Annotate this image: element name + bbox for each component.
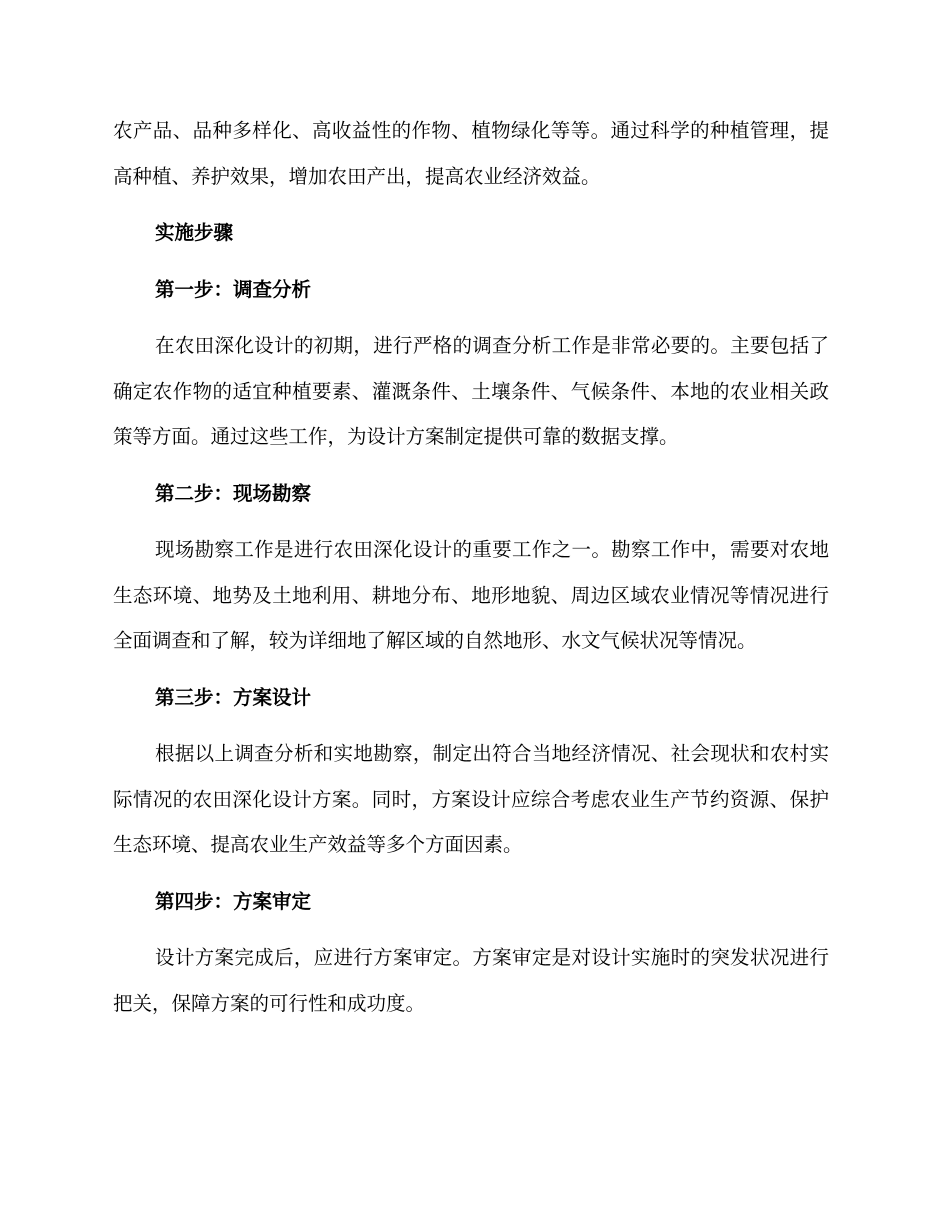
step-4-heading: 第四步：方案审定 bbox=[155, 889, 312, 913]
step-1-heading: 第一步：调查分析 bbox=[155, 277, 312, 301]
step-1-paragraph: 在农田深化设计的初期，进行严格的调查分析工作是非常必要的。主要包括了确定农作物的适宜种植要素、灌溉条件、土壤条件、气候条件、本地的农业相关政策等方面。通过这些工作，为设计方案制定提供可靠的数据支撑。 bbox=[113, 334, 829, 448]
intro-paragraph: 农产品、品种多样化、高收益性的作物、植物绿化等等。通过科学的种植管理，提高种植、养护效果，增加农田产出，提高农业经济效益。 bbox=[113, 119, 829, 188]
document-page bbox=[113, 108, 829, 1026]
step-2-paragraph: 现场勘察工作是进行农田深化设计的重要工作之一。勘察工作中，需要对农地生态环境、地势及土地利用、耕地分布、地形地貌、周边区域农业情况等情况进行全面调查和了解，较为详细地了解区域的自然地形、水文气候状况等情况。 bbox=[113, 538, 829, 652]
step-2-heading: 第二步：现场勘察 bbox=[155, 481, 312, 505]
step-4-paragraph: 设计方案完成后，应进行方案审定。方案审定是对设计实施时的突发状况进行把关，保障方案的可行性和成功度。 bbox=[113, 946, 829, 1015]
step-3-paragraph: 根据以上调查分析和实地勘察，制定出符合当地经济情况、社会现状和农村实际情况的农田深化设计方案。同时，方案设计应综合考虑农业生产节约资源、保护生态环境、提高农业生产效益等多个方面因素。 bbox=[113, 742, 829, 856]
section-heading: 实施步骤 bbox=[155, 221, 234, 244]
step-3-heading: 第三步：方案设计 bbox=[155, 685, 312, 709]
